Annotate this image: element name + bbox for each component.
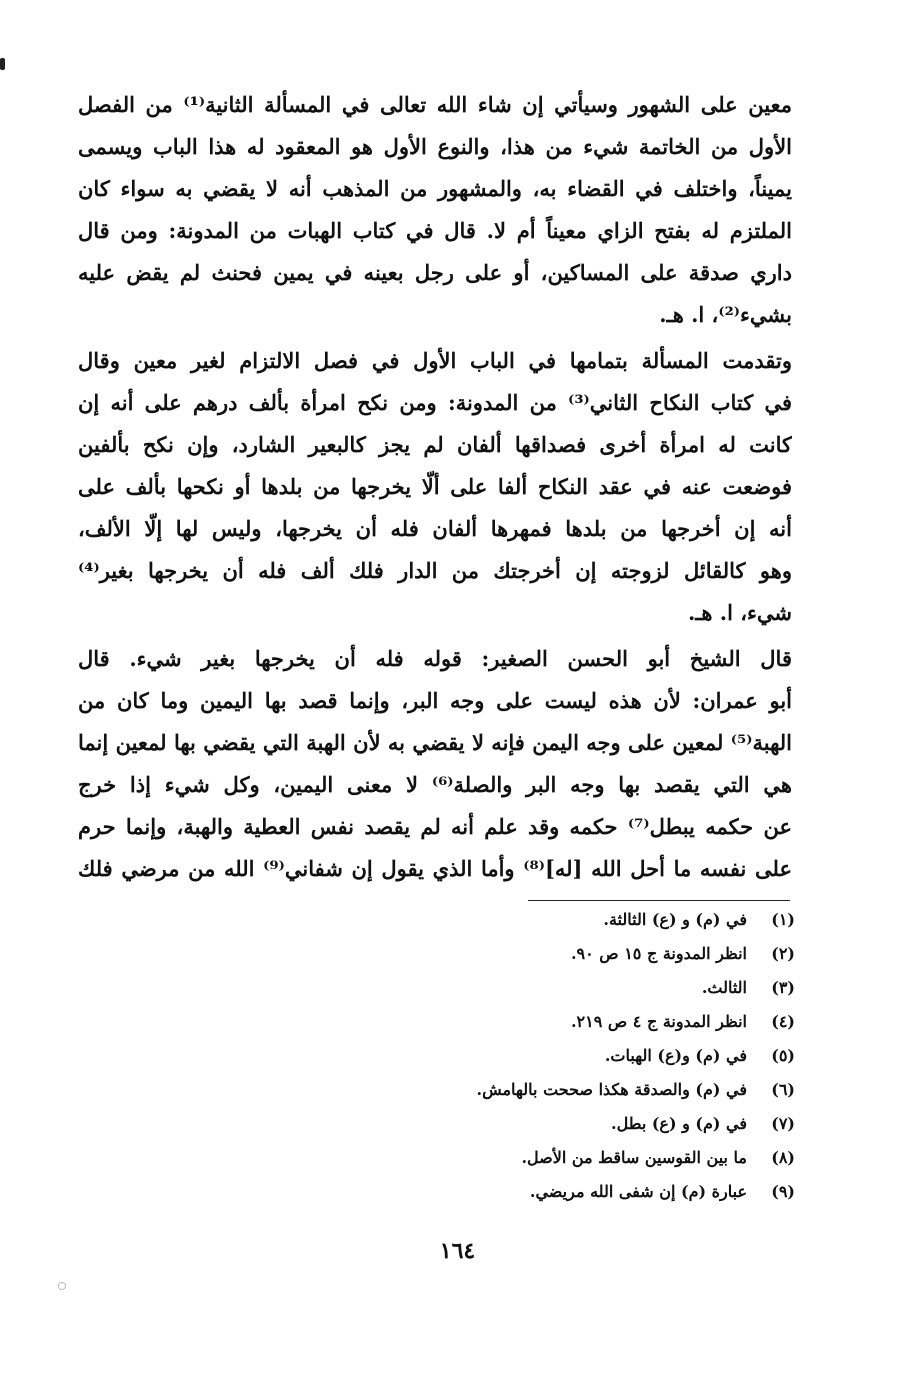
text-line: وتقدمت المسألة بتمامها في الباب الأول في فصل الالتزام لغير معين وقال — [78, 348, 792, 373]
footnotes — [380, 910, 795, 1216]
footnote-number: (١) — [771, 910, 795, 929]
scan-mark — [58, 1282, 66, 1290]
text-line: الهبة⁽⁵⁾ لمعين على وجه اليمن فإنه لا يقضي به لأن الهبة التي يقضي بها لمعين إنما — [78, 730, 792, 755]
footnote-text: في (م) و (ع) الثالثة. — [603, 910, 747, 929]
text-line: الأول من الخاتمة شيء من هذا، والنوع الأول هو المعقود له هذا الباب ويسمى — [78, 134, 792, 159]
text-line: هي التي يقصد بها وجه البر والصلة⁽⁶⁾ لا معنى اليمين، وكل شيء إذا خرج — [78, 772, 792, 797]
footnote — [380, 910, 795, 944]
text-line: كانت له امرأة أخرى فصداقها ألفان لم يجز كالبعير الشارد، وإن نكح بألفين — [78, 432, 792, 457]
footnote-text: في (م) والصدقة هكذا صححت بالهامش. — [476, 1080, 747, 1099]
paragraph-3 — [78, 638, 792, 890]
footnote — [380, 1046, 795, 1080]
paragraph-1 — [78, 84, 792, 336]
footnote-number: (٧) — [771, 1114, 795, 1133]
footnote-text: انظر المدونة ج ١٥ ص ٩٠. — [570, 944, 747, 963]
text-line: أبو عمران: لأن هذه ليست على وجه البر، وإنما قصد بها اليمين وما كان من — [78, 688, 792, 713]
text-line: الملتزم له بفتح الزاي معيناً أم لا. قال في كتاب الهبات من المدونة: ومن قال — [78, 218, 792, 243]
footnote — [380, 1182, 795, 1216]
footnote-number: (٤) — [771, 1012, 795, 1031]
footnote-text: في (م) و (ع) بطل. — [611, 1114, 747, 1133]
main-text — [78, 84, 792, 894]
footnote-divider — [528, 900, 790, 901]
footnote-number: (٦) — [771, 1080, 795, 1099]
footnote — [380, 1080, 795, 1114]
footnote-text: انظر المدونة ج ٤ ص ٢١٩. — [570, 1012, 747, 1031]
footnote — [380, 1114, 795, 1148]
text-line: أنه إن أخرجها من بلدها فمهرها ألفان فله أن يخرجها، وليس لها إلّا الألف، — [78, 516, 792, 541]
footnote-number: (٢) — [771, 944, 795, 963]
text-line: في كتاب النكاح الثاني⁽³⁾ من المدونة: ومن نكح امرأة بألف درهم على أنه إن — [78, 390, 792, 415]
footnote-text: ما بين القوسين ساقط من الأصل. — [521, 1148, 747, 1167]
text-line: يميناً، واختلف في القضاء به، والمشهور من المذهب أنه لا يقضي به سواء كان — [78, 176, 792, 201]
footnote — [380, 1148, 795, 1182]
text-line: وهو كالقائل لزوجته إن أخرجتك من الدار فلك ألف فله أن يخرجها بغير⁽⁴⁾ — [78, 558, 792, 583]
footnote-text: الثالث. — [701, 978, 747, 997]
footnote-number: (٨) — [771, 1148, 795, 1167]
footnote-text: في (م) و(ع) الهبات. — [604, 1046, 747, 1065]
footnote-number: (٩) — [771, 1182, 795, 1201]
footnote-number: (٥) — [771, 1046, 795, 1065]
paragraph-2 — [78, 340, 792, 634]
page-number: ١٦٤ — [439, 1238, 476, 1264]
footnote-number: (٣) — [771, 978, 795, 997]
text-line: بشيء⁽²⁾، ا. هـ. — [659, 302, 792, 327]
footnote-text: عبارة (م) إن شفى الله مريضي. — [529, 1182, 747, 1201]
text-line: شيء، ا. هـ. — [687, 600, 792, 625]
scan-mark — [0, 58, 5, 70]
text-line: على نفسه ما أحل الله [له]⁽⁸⁾ وأما الذي يقول إن شفاني⁽⁹⁾ الله من مرضي فلك — [78, 856, 792, 881]
footnote — [380, 944, 795, 978]
footnote — [380, 978, 795, 1012]
text-line: عن حكمه يبطل⁽⁷⁾ حكمه وقد علم أنه لم يقصد نفس العطية والهبة، وإنما حرم — [78, 814, 792, 839]
text-line: فوضعت عنه في عقد النكاح ألفا على ألّا يخرجها من بلدها أو نكحها بألف على — [78, 474, 792, 499]
text-line: داري صدقة على المساكين، أو على رجل بعينه في يمين فحنث لم يقض عليه — [78, 260, 792, 285]
footnote — [380, 1012, 795, 1046]
text-line: معين على الشهور وسيأتي إن شاء الله تعالى في المسألة الثانية⁽¹⁾ من الفصل — [78, 92, 792, 117]
text-line: قال الشيخ أبو الحسن الصغير: قوله فله أن يخرجها بغير شيء. قال — [78, 646, 792, 671]
